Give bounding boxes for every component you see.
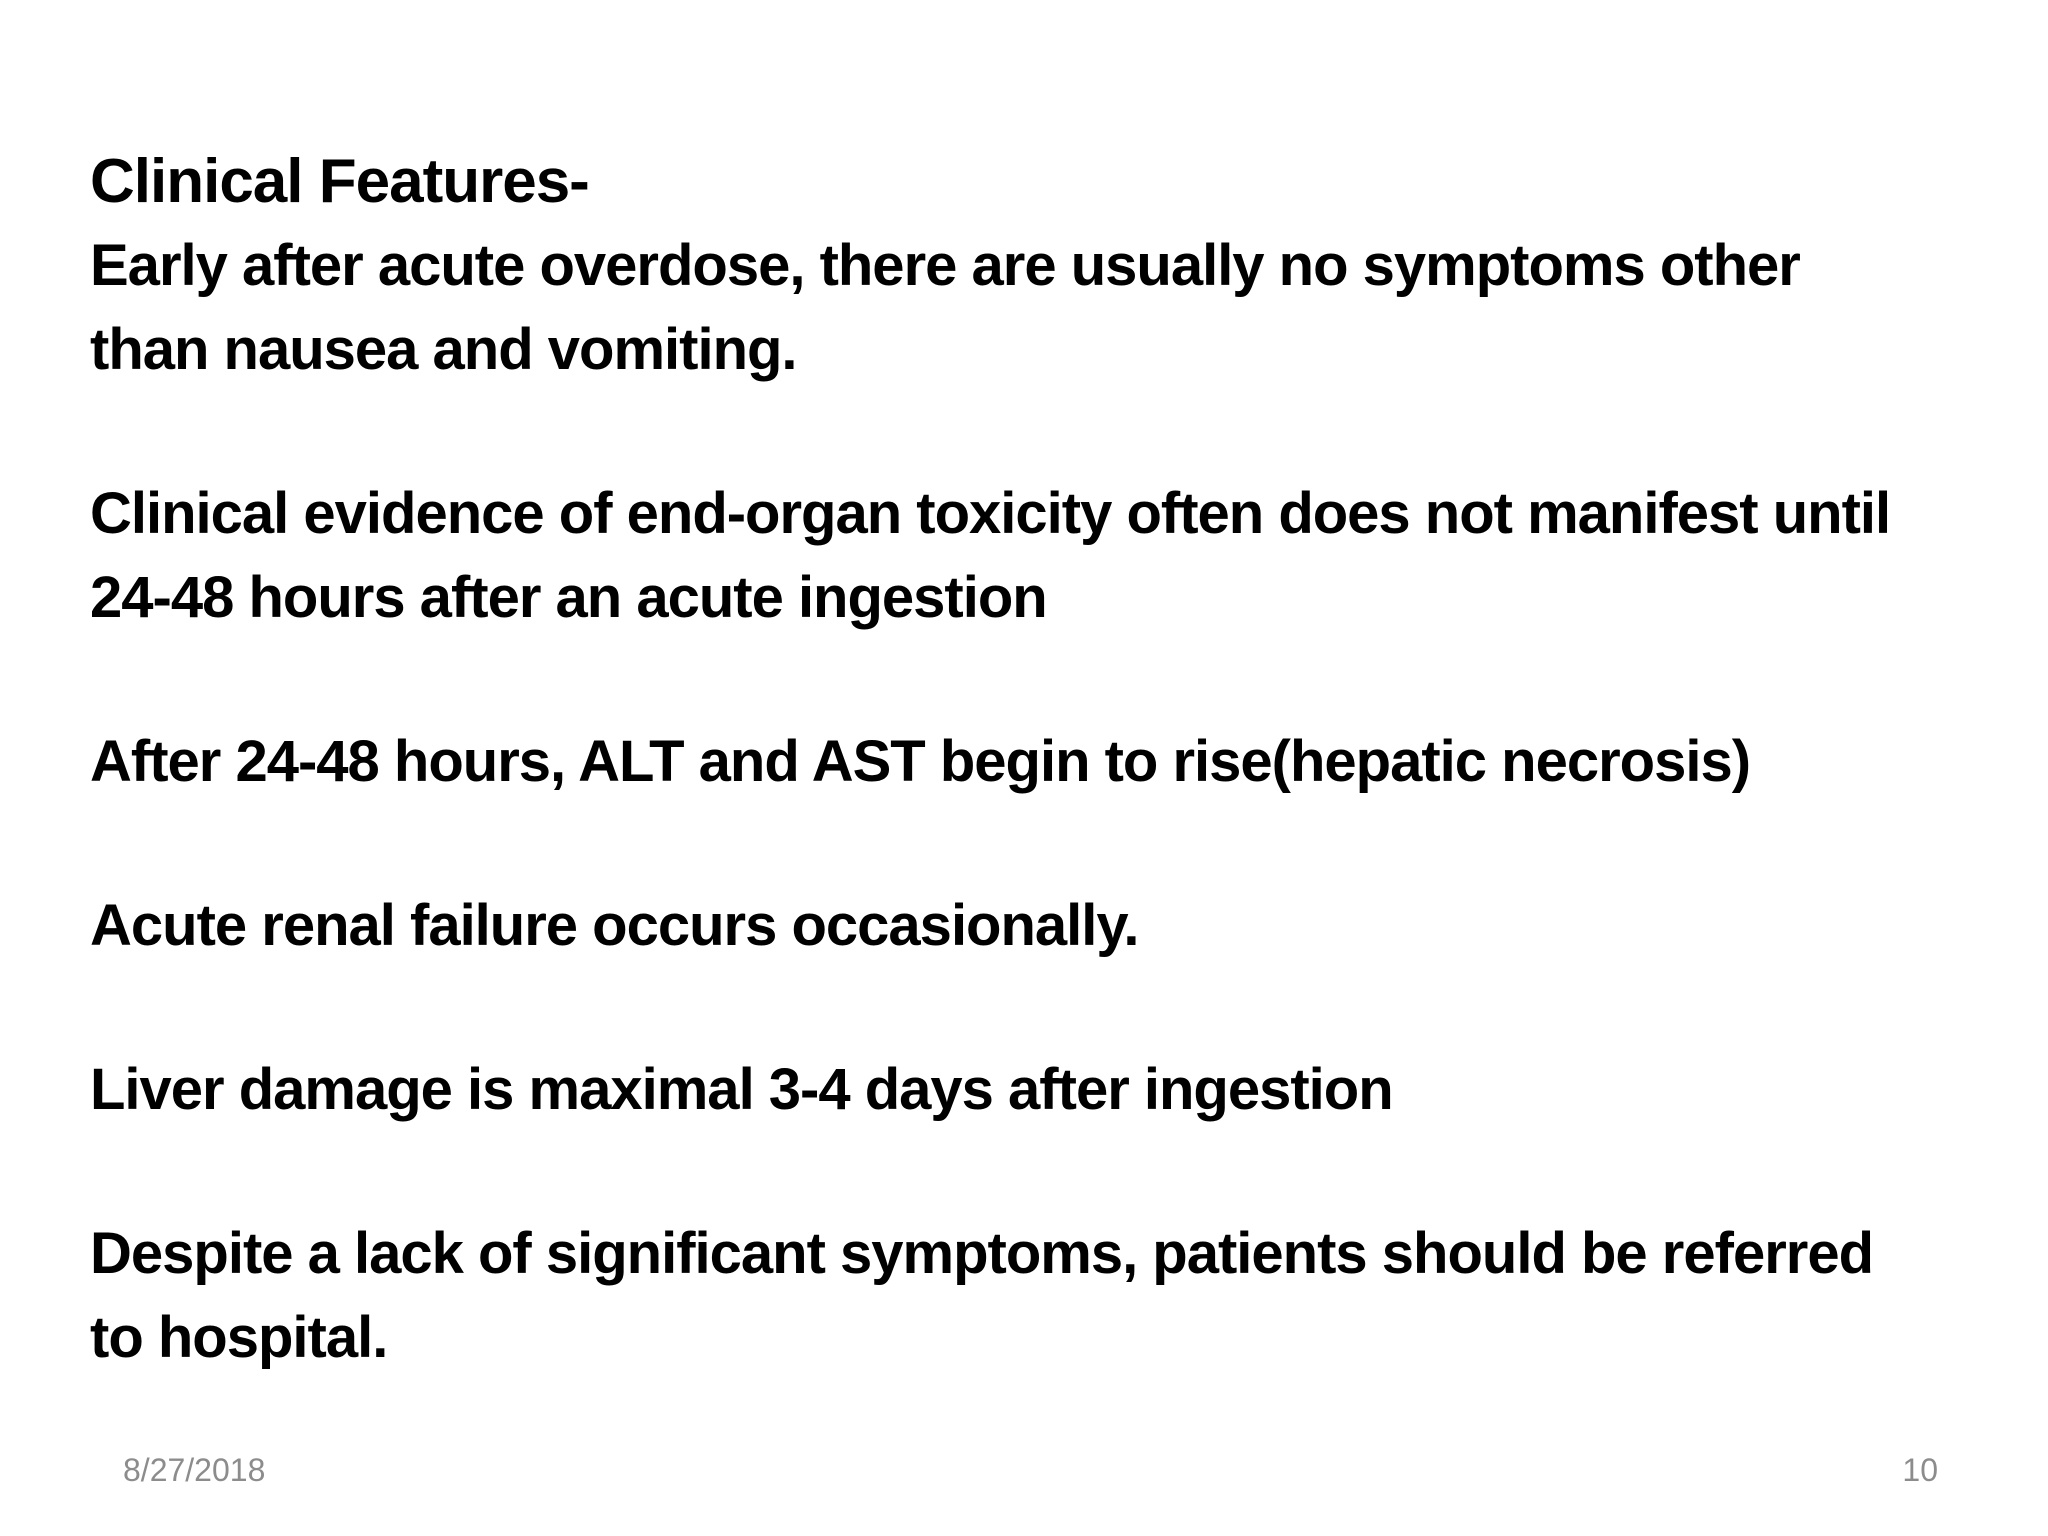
- paragraph-line: than nausea and vomiting.: [90, 317, 797, 382]
- paragraph-line: Despite a lack of significant symptoms, patients should be referred: [90, 1221, 1874, 1286]
- spacer: [90, 968, 2020, 1048]
- paragraph-line: 24-48 hours after an acute ingestion: [90, 565, 1047, 630]
- footer-page-number: 10: [1902, 1452, 1938, 1488]
- paragraph-line: Liver damage is maximal 3-4 days after ingestion: [90, 1057, 1393, 1122]
- paragraph-alt-ast: [90, 720, 2020, 804]
- paragraph-referral: [90, 1212, 2020, 1380]
- spacer: [90, 640, 2020, 720]
- spacer: [90, 392, 2020, 472]
- spacer: [90, 804, 2020, 884]
- paragraph-renal-failure: [90, 884, 2020, 968]
- slide-body: [90, 140, 2020, 1380]
- paragraph-end-organ-toxicity: [90, 472, 2020, 640]
- paragraph-early-symptoms: [90, 224, 2020, 392]
- footer-date: 8/27/2018: [123, 1452, 266, 1488]
- spacer: [90, 1132, 2020, 1212]
- paragraph-line: Clinical evidence of end-organ toxicity often does not manifest until: [90, 481, 1891, 546]
- paragraph-line: to hospital.: [90, 1305, 388, 1370]
- paragraph-line: Acute renal failure occurs occasionally.: [90, 893, 1139, 958]
- paragraph-line: After 24-48 hours, ALT and AST begin to rise(hepatic necrosis): [90, 729, 1751, 794]
- paragraph-line: Early after acute overdose, there are usually no symptoms other: [90, 233, 1800, 298]
- paragraph-liver-damage: [90, 1048, 2020, 1132]
- slide-title: Clinical Features-: [90, 147, 589, 216]
